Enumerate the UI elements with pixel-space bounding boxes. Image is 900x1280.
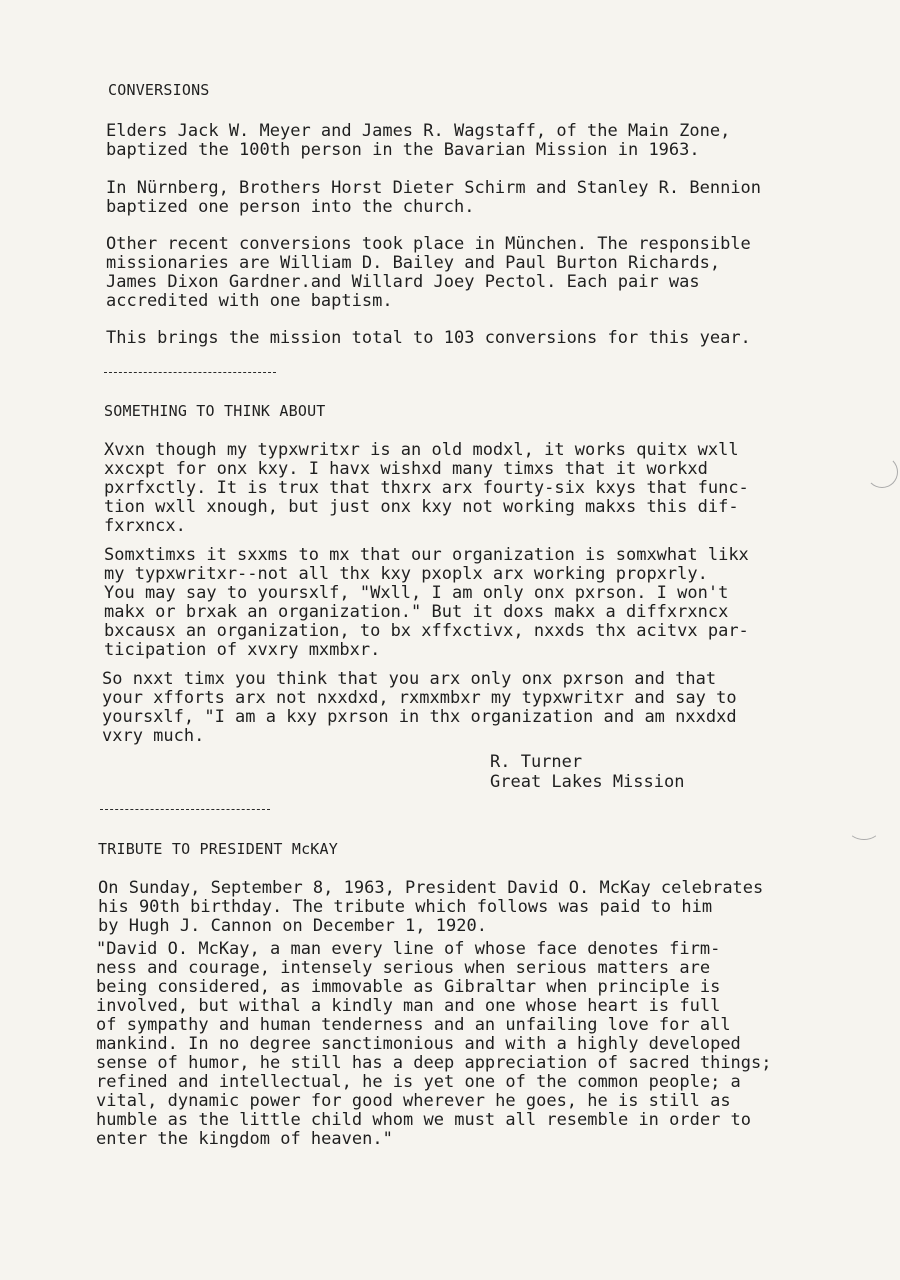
think-paragraph-2: Somxtimxs it sxxms to mx that our organization is somxwhat likx my typxwritxr--not all thx kxy pxoplx arx working propxrly. You may say to yoursxlf, "Wxll, I am only onx pxrson. I won't makx or brxak an organization." But it doxs makx a diffxrxncx bxcausx an organization, to bx xffxctivx, nxxds thx acitvx par- ticipation of xvxry mxmbxr. bbox=[104, 545, 749, 660]
punch-hole-mark bbox=[848, 818, 880, 840]
conversions-paragraph-4: This brings the mission total to 103 conversions for this year. bbox=[106, 328, 751, 348]
conversions-heading: CONVERSIONS bbox=[108, 81, 210, 99]
conversions-paragraph-2: In Nürnberg, Brothers Horst Dieter Schirm and Stanley R. Bennion baptized one person into the church. bbox=[106, 178, 762, 217]
tribute-paragraph-1: On Sunday, September 8, 1963, President David O. McKay celebrates his 90th birthday. The tribute which follows was paid to him by Hugh J. Cannon on December 1, 1920. bbox=[98, 878, 764, 936]
conversions-paragraph-3: Other recent conversions took place in München. The responsible missionaries are William D. Bailey and Paul Burton Richards, James Dixon Gardner.and Willard Joey Pectol. Each pair was accredited with one baptism. bbox=[106, 234, 751, 311]
think-paragraph-1: Xvxn though my typxwritxr is an old modxl, it works quitx wxll xxcxpt for onx kxy. I havx wishxd many timxs that it workxd pxrfxctly. It is trux that thxrx arx fourty-six kxys that func- tion wxll xnough, but just onx kxy not working makxs this dif- fxrxncx. bbox=[104, 440, 749, 536]
section-divider bbox=[100, 809, 270, 810]
conversions-paragraph-1: Elders Jack W. Meyer and James R. Wagstaff, of the Main Zone, baptized the 100th person in the Bavarian Mission in 1963. bbox=[106, 121, 731, 160]
signature-org: Great Lakes Mission bbox=[490, 772, 685, 792]
tribute-heading: TRIBUTE TO PRESIDENT McKAY bbox=[98, 840, 338, 858]
think-paragraph-3: So nxxt timx you think that you arx only onx pxrson and that your xfforts arx not nxxdxd, rxmxmbxr my typxwritxr and say to yoursxlf, "I am a kxy pxrson in thx organization and am nxxdxd vxry much. bbox=[102, 669, 737, 746]
think-heading: SOMETHING TO THINK ABOUT bbox=[104, 402, 326, 420]
punch-hole-mark bbox=[866, 456, 898, 488]
section-divider bbox=[104, 372, 276, 373]
signature-name: R. Turner bbox=[490, 752, 583, 772]
tribute-quote: "David O. McKay, a man every line of whose face denotes firm- ness and courage, intensely serious when serious matters are being considered, as immovable as Gibraltar when principle is involved, but withal a kindly man and one whose heart is full of sympathy and human tenderness and an unfailing love for all mankind. In no degree sanctimonious and with a highly developed sense of humor, he still has a deep appreciation of sacred things; refined and intellectual, he is yet one of the common people; a vital, dynamic power for good wherever he goes, he is still as humble as the little child whom we must all resemble in order to enter the kingdom of heaven." bbox=[96, 939, 772, 1149]
